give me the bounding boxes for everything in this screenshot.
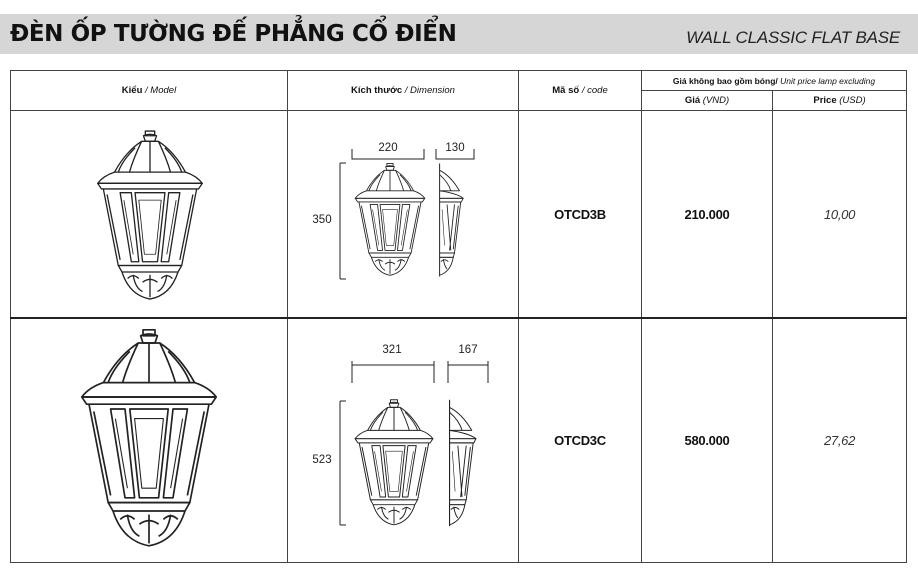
page-subtitle: WALL CLASSIC FLAT BASE: [686, 28, 900, 47]
dimension-width-label: 220: [378, 142, 398, 154]
dimension-depth-label: 167: [458, 344, 478, 356]
product-image-otcd3b: [11, 111, 288, 319]
table-row: [11, 111, 907, 319]
price-usd: 10,00: [773, 111, 907, 319]
page-title: ĐÈN ỐP TƯỜNG ĐẾ PHẲNG CỔ ĐIỂN: [10, 21, 457, 47]
price-vnd: 580.000: [642, 318, 773, 563]
price-vnd: 210.000: [642, 111, 773, 319]
column-header-vnd: Giá (VND): [642, 91, 773, 111]
dimension-width-label: 321: [382, 344, 402, 356]
price-usd: 27,62: [773, 318, 907, 563]
table-row: [11, 318, 907, 563]
dimension-depth-label: 130: [445, 142, 465, 154]
column-header-price-group: Giá không bao gồm bóng/ Unit price lamp excluding: [642, 71, 907, 91]
dimension-drawing: [288, 111, 519, 319]
column-header-usd: Price (USD): [773, 91, 907, 111]
price-table: [10, 70, 907, 563]
dimension-height-label: 350: [312, 214, 332, 226]
product-code: OTCD3B: [519, 111, 642, 319]
column-header-model: Kiểu / Model: [11, 71, 288, 111]
product-code: OTCD3C: [519, 318, 642, 563]
dimension-drawing: [288, 318, 519, 563]
column-header-dimension: Kích thước / Dimension: [288, 71, 519, 111]
dimension-height-label: 523: [312, 454, 332, 466]
product-image-otcd3c: [11, 318, 288, 563]
column-header-code: Mã số / code: [519, 71, 642, 111]
